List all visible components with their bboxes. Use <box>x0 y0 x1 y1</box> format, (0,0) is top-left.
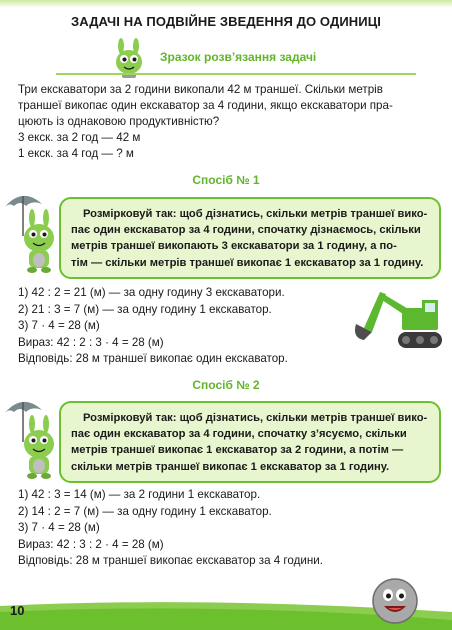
expression-line: Вираз: 42 : 2 : 3 · 4 = 28 (м) <box>18 335 164 349</box>
hint-line: Розмірковуй так: щоб дізнатись, скільки метрів траншеї вико- <box>83 208 428 220</box>
hint-box-method-2 <box>59 401 441 483</box>
answer-line: Відповідь: 28 м траншеї викопає один екскаватор. <box>18 352 288 365</box>
hint-line: метрів траншеї викопають 3 екскаватори за 1 годину, а по- <box>71 240 397 253</box>
hint-line: метрів траншеї викопає 1 екскаватор за 2 години, а потім — <box>71 444 404 457</box>
given-line: 3 екск. за 2 год — 42 м <box>18 131 141 144</box>
method-1-title: Спосіб № 1 <box>192 173 260 187</box>
solution-step: 2) 21 : 3 = 7 (м) — за одну годину 1 екскаватор. <box>18 302 272 316</box>
problem-text <box>18 82 444 162</box>
method-1-steps <box>18 285 288 368</box>
hint-line: Розмірковуй так: щоб дізнатись, скільки метрів траншеї вико- <box>83 412 428 424</box>
expression-line: Вираз: 42 : 3 : 2 · 4 = 28 (м) <box>18 537 164 551</box>
given-line: 1 екск. за 4 год — ? м <box>18 147 134 160</box>
hint-line: тім — скільки метрів траншеї викопає 1 екскаватор за 1 годину. <box>71 256 424 269</box>
method-2-steps <box>18 487 323 570</box>
hint-line: скільки метрів траншеї викопає 1 екскаватор за 1 годину. <box>71 460 390 473</box>
smiley-ball-icon <box>370 576 420 626</box>
top-band <box>0 0 452 8</box>
solution-step: 3) 7 · 4 = 28 (м) <box>18 319 100 332</box>
solution-step: 2) 14 : 2 = 7 (м) — за одну годину 1 екскаватор. <box>18 504 272 518</box>
hint-line: пає один екскаватор за 4 години, спочатку з’ясуємо, скільки <box>71 428 407 441</box>
problem-line: цюють із однаковою продуктивністю? <box>18 115 220 128</box>
excavator-icon <box>352 280 444 356</box>
umbrella-mascot-icon <box>2 392 62 482</box>
mascot-head-icon <box>112 38 146 78</box>
solution-step: 3) 7 · 4 = 28 (м) <box>18 521 100 534</box>
umbrella-mascot-icon <box>2 186 62 276</box>
hint-box-method-1 <box>59 197 441 279</box>
answer-line: Відповідь: 28 м траншеї викопає екскаватор за 4 години. <box>18 554 323 567</box>
divider <box>56 73 416 75</box>
solution-step: 1) 42 : 3 = 14 (м) — за 2 години 1 екскаватор. <box>18 488 261 501</box>
method-2-title: Спосіб № 2 <box>192 378 260 392</box>
page-number: 10 <box>10 603 25 618</box>
sample-title: Зразок розв’язання задачі <box>160 50 317 64</box>
problem-line: траншеї викопає один екскаватор за 4 години, якщо екскаватори пра- <box>18 99 393 112</box>
problem-line: Три екскаватори за 2 години викопали 42 м траншеї. Скільки метрів <box>18 83 383 96</box>
page-title: ЗАДАЧІ НА ПОДВІЙНЕ ЗВЕДЕННЯ ДО ОДИНИЦІ <box>70 14 382 29</box>
solution-step: 1) 42 : 2 = 21 (м) — за одну годину 3 екскаватори. <box>18 286 285 299</box>
hint-line: пає один екскаватор за 4 години, спочатку дізнаємось, скільки <box>71 224 421 237</box>
